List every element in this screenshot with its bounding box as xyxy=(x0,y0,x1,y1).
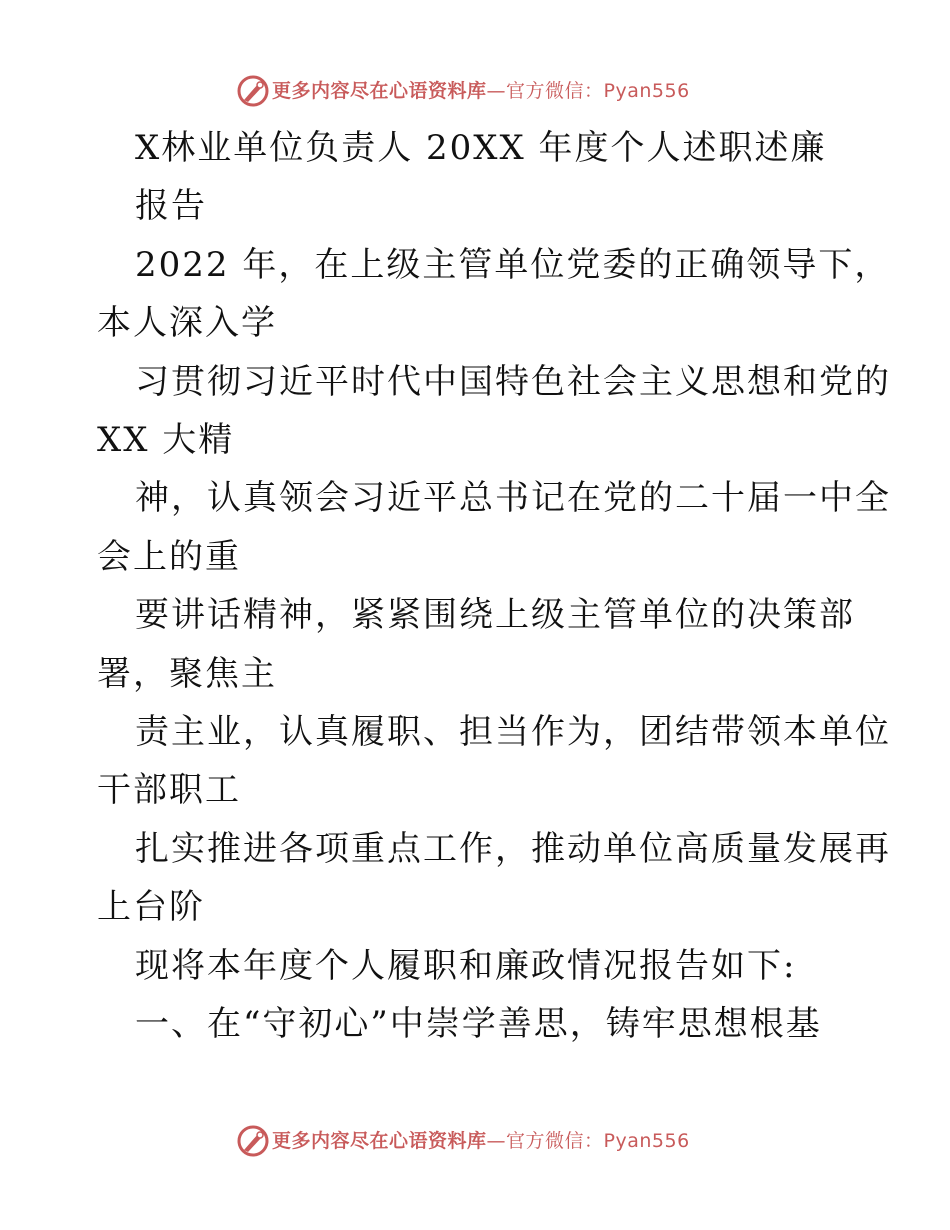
paragraph-line: 本人深入学 xyxy=(97,303,277,343)
section-heading: 一、在“守初心”中崇学善思，铸牢思想根基 xyxy=(135,1004,822,1044)
watermark-text xyxy=(272,78,690,104)
paragraph-line: 要讲话精神，紧紧围绕上级主管单位的决策部 xyxy=(135,595,855,635)
pen-circle-logo-icon xyxy=(236,74,270,108)
paragraph-line: 上台阶 xyxy=(97,887,205,927)
paragraph-line: 神，认真领会习近平总书记在党的二十届一中全 xyxy=(135,478,891,518)
watermark-main: 更多内容尽在心语资料库 xyxy=(272,1130,487,1152)
paragraph-line: 责主业，认真履职、担当作为，团结带领本单位 xyxy=(135,712,891,752)
pen-circle-logo-icon xyxy=(236,1124,270,1158)
watermark-dash: — xyxy=(486,1130,507,1152)
paragraph-line: XX 大精 xyxy=(97,420,235,460)
watermark-header xyxy=(0,72,950,112)
paragraph-line: 现将本年度个人履职和廉政情况报告如下: xyxy=(135,946,797,986)
title-line-2: 报告 xyxy=(135,186,207,226)
watermark-tail: 官方微信：Pyan556 xyxy=(506,1130,690,1152)
paragraph-line: 2022 年，在上级主管单位党委的正确领导下， xyxy=(135,245,891,285)
paragraph-line: 扎实推进各项重点工作，推动单位高质量发展再 xyxy=(135,829,891,869)
paragraph-line: 会上的重 xyxy=(97,537,241,577)
title-line-1: X林业单位负责人 20XX 年度个人述职述廉 xyxy=(135,128,827,168)
watermark-footer xyxy=(0,1122,950,1162)
paragraph-line: 习贯彻习近平时代中国特色社会主义思想和党的 xyxy=(135,362,891,402)
paragraph-line: 署，聚焦主 xyxy=(97,654,277,694)
watermark-main: 更多内容尽在心语资料库 xyxy=(272,80,487,102)
watermark-tail: 官方微信：Pyan556 xyxy=(506,80,690,102)
watermark-dash: — xyxy=(486,80,507,102)
paragraph-line: 干部职工 xyxy=(97,770,241,810)
watermark-text xyxy=(272,1128,690,1154)
